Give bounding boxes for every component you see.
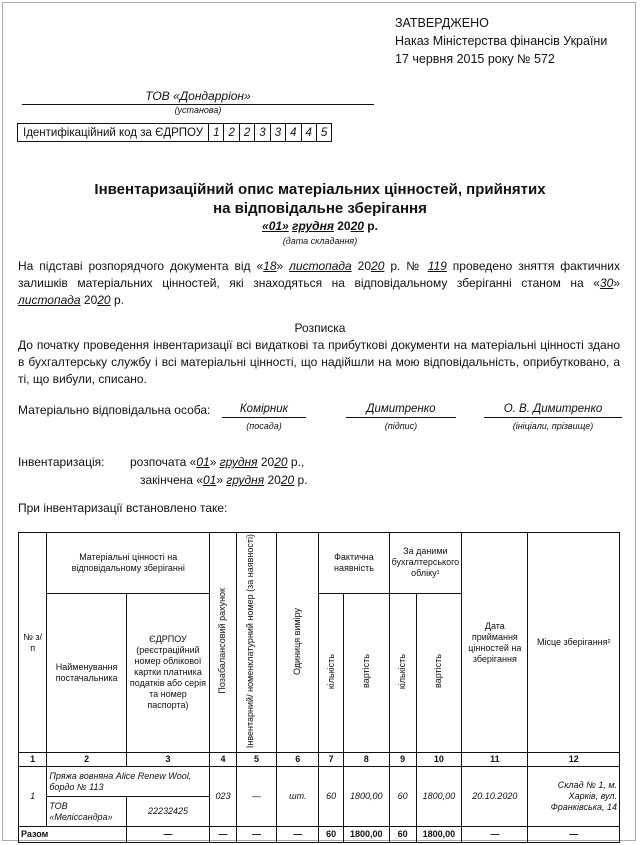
edrpou-digit: 3 xyxy=(270,124,285,142)
row-item: Пряжа вовняна Alice Renew Wool, бордо № 113 xyxy=(47,767,210,797)
total-row xyxy=(19,827,620,843)
edrpou-digit: 5 xyxy=(316,124,331,142)
edrpou-label: Ідентифікаційний код за ЄДРПОУ xyxy=(18,124,209,142)
header-values: Матеріальні цінності на відповідальному зберіганні xyxy=(47,533,210,594)
start-year-suffix: 20 xyxy=(274,455,288,469)
total-qty-book: 60 xyxy=(389,827,416,843)
total-dash: — xyxy=(528,827,620,843)
basis-text: » xyxy=(613,276,620,290)
organization-name: ТОВ «Дондарріон» xyxy=(22,89,374,105)
established-text: При інвентаризації встановлено таке: xyxy=(18,501,228,515)
table-row xyxy=(19,767,620,797)
row-supplier: ТОВ «Меліссандра» xyxy=(47,797,126,827)
basis-text: » xyxy=(276,259,290,273)
document-title xyxy=(0,180,640,218)
col-number: 10 xyxy=(416,753,462,767)
end-day: 01 xyxy=(202,473,217,487)
total-cost-actual: 1800,00 xyxy=(343,827,389,843)
col-number: 2 xyxy=(47,753,126,767)
compile-year-prefix: 20 xyxy=(337,219,351,233)
header-edrpou: ЄДРПОУ (реєстраційний номер облікової картки платника податків або серія та номер паспорта) xyxy=(126,593,209,753)
total-dash: — xyxy=(126,827,209,843)
header-cost-book xyxy=(416,593,462,753)
col-number: 5 xyxy=(236,753,276,767)
row-unit: шт. xyxy=(277,767,319,827)
basis-text: проведено зняття фактичних залишків матеріальних цінностей, які знаходяться на відповідальному зберіганні станом на « xyxy=(18,259,620,290)
total-dash: — xyxy=(462,827,528,843)
total-dash: — xyxy=(236,827,276,843)
approved-line-3: 17 червня 2015 року № 572 xyxy=(395,52,555,66)
row-invnum: — xyxy=(236,767,276,827)
approved-line-2: Наказ Міністерства фінансів України xyxy=(395,34,608,48)
compile-date-caption: (дата складання) xyxy=(282,236,358,246)
inventory-table xyxy=(18,532,620,843)
header-actual: Фактична наявність xyxy=(319,533,389,594)
col-number: 8 xyxy=(343,753,389,767)
basis-day: 18 xyxy=(263,259,277,273)
approval-stamp xyxy=(395,14,607,68)
col-number: 11 xyxy=(462,753,528,767)
header-qty-book-text: кількість xyxy=(397,653,408,689)
row-num: 1 xyxy=(19,767,47,827)
responsible-position: Комірник xyxy=(222,403,306,418)
col-number: 9 xyxy=(389,753,416,767)
header-num: № з/п xyxy=(19,533,47,753)
basis-number: 119 xyxy=(427,259,447,273)
compile-day: «01» xyxy=(262,219,289,233)
row-date: 20.10.2020 xyxy=(462,767,528,827)
basis-text: 20 xyxy=(80,293,98,307)
approved-line-1: ЗАТВЕРДЖЕНО xyxy=(395,16,489,30)
basis-text: 20 xyxy=(351,259,372,273)
inventory-start: розпочата «01» грудня 2020 р., xyxy=(130,455,305,469)
column-numbers-row xyxy=(19,753,620,767)
signature-caption: (підпис) xyxy=(384,421,418,431)
basis-year-2: 20 xyxy=(97,293,111,307)
position-caption: (посада) xyxy=(246,421,282,431)
header-book: За даними бухгалтерського обліку¹ xyxy=(389,533,462,594)
header-place: Місце зберігання² xyxy=(528,533,620,753)
end-month: грудня xyxy=(226,473,265,487)
inventory-end: закінчена «01» грудня 2020 р. xyxy=(140,473,308,487)
name-caption: (ініціали, прізвище) xyxy=(512,421,594,431)
col-number: 3 xyxy=(126,753,209,767)
receipt-text: До початку проведення інвентаризації всі видаткові та прибуткові документи на матеріальні цінності здано в бухгалтерську службу і всі матеріальні цінності, що надійшли на мою відповідальність, оприбутковано, а ті, що вибули, списано. xyxy=(18,338,620,386)
title-line-1: Інвентаризаційний опис матеріальних цінностей, прийнятих xyxy=(94,181,546,198)
edrpou-digit: 4 xyxy=(286,124,301,142)
total-dash: — xyxy=(210,827,237,843)
basis-month: листопада xyxy=(289,259,352,273)
edrpou-digit: 2 xyxy=(239,124,254,142)
row-edrpou: 22232425 xyxy=(126,797,209,827)
header-invnum-text: Інвентарний/ номенклатурний номер (за наявності) xyxy=(244,534,255,749)
col-number: 12 xyxy=(528,753,620,767)
basis-paragraph xyxy=(18,258,620,309)
header-cost-book-text: вартість xyxy=(433,654,444,689)
end-label: закінчена « xyxy=(140,473,203,487)
header-qty-book xyxy=(389,593,416,753)
start-tail: р., xyxy=(287,455,305,469)
header-cost-actual xyxy=(343,593,389,753)
basis-day-2: 30 xyxy=(599,276,614,290)
header-cost-actual-text: вартість xyxy=(360,654,371,689)
basis-text: р. xyxy=(110,293,124,307)
start-label: розпочата « xyxy=(130,455,197,469)
col-number: 6 xyxy=(277,753,319,767)
header-account xyxy=(210,533,237,753)
start-day: 01 xyxy=(196,455,210,469)
edrpou-digit: 2 xyxy=(224,124,239,142)
row-place: Склад № 1, м. Харків, вул. Франківська, 14 xyxy=(528,767,620,827)
header-unit-text: Одиниця виміру xyxy=(292,607,303,675)
start-year-prefix: 20 xyxy=(257,455,275,469)
start-month: грудня xyxy=(219,455,258,469)
row-cost-actual: 1800,00 xyxy=(343,767,389,827)
basis-year: 20 xyxy=(371,259,385,273)
compile-date xyxy=(0,219,640,233)
edrpou-digit: 3 xyxy=(255,124,270,142)
responsible-signature: Димитренко xyxy=(346,403,456,418)
responsible-label: Матеріально відповідальна особа: xyxy=(18,403,211,417)
total-qty-actual: 60 xyxy=(319,827,344,843)
responsible-name: О. В. Димитренко xyxy=(484,403,622,418)
header-date: Дата приймання цінностей на зберігання xyxy=(462,533,528,753)
end-tail: р. xyxy=(294,473,308,487)
total-cost-book: 1800,00 xyxy=(416,827,462,843)
compile-year-tail: р. xyxy=(363,219,378,233)
organization-caption: (установа) xyxy=(174,105,222,115)
compile-year-suffix: 20 xyxy=(350,219,364,233)
col-number: 4 xyxy=(210,753,237,767)
compile-month: грудня xyxy=(292,219,334,233)
header-qty-actual xyxy=(319,593,344,753)
edrpou-digit: 4 xyxy=(301,124,316,142)
total-label: Разом xyxy=(19,827,127,843)
header-account-text: Позабалансовий рахунок xyxy=(217,588,228,694)
col-number: 1 xyxy=(19,753,47,767)
row-cost-book: 1800,00 xyxy=(416,767,462,827)
end-year-suffix: 20 xyxy=(280,473,295,487)
col-number: 7 xyxy=(319,753,344,767)
row-account: 023 xyxy=(210,767,237,827)
title-line-2: на відповідальне зберігання xyxy=(213,200,427,217)
header-invnum xyxy=(236,533,276,753)
end-year-prefix: 20 xyxy=(264,473,281,487)
inventory-label: Інвентаризація: xyxy=(18,455,105,469)
edrpou-code-table xyxy=(17,123,332,142)
basis-text: р. № xyxy=(384,259,428,273)
header-supplier: Найменування постачальника xyxy=(47,593,126,753)
total-dash: — xyxy=(277,827,319,843)
header-unit xyxy=(277,533,319,753)
row-qty-actual: 60 xyxy=(319,767,344,827)
receipt-title: Розписка xyxy=(294,321,346,335)
header-qty-actual-text: кількість xyxy=(325,653,336,689)
edrpou-digit: 1 xyxy=(209,124,224,142)
row-qty-book: 60 xyxy=(389,767,416,827)
basis-month-2: листопада xyxy=(18,293,81,307)
basis-text: На підставі розпорядчого документа від « xyxy=(18,259,264,273)
